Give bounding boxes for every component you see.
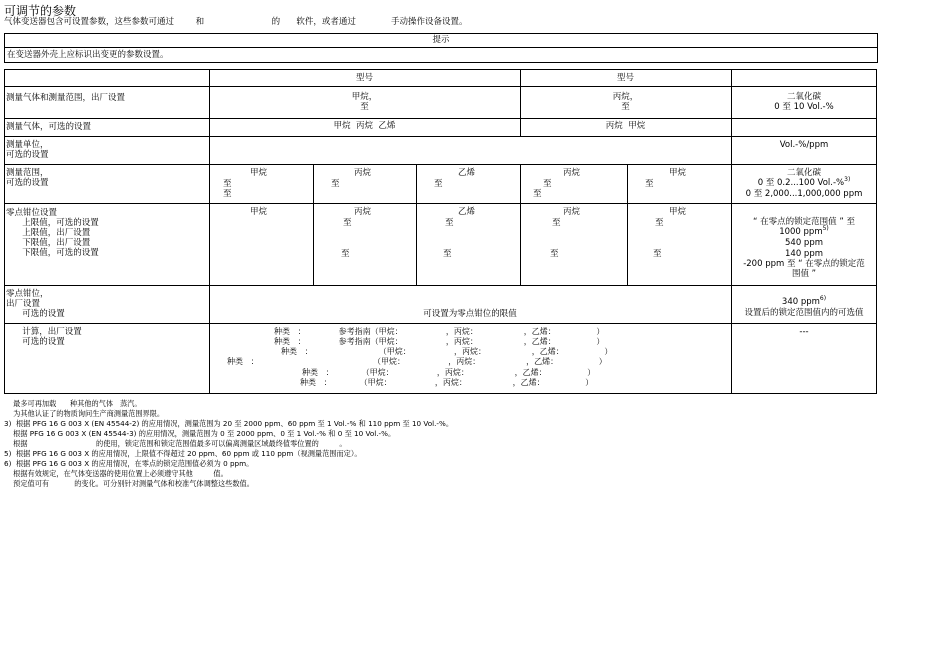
- footnote: 为其他认证了的物质询问生产商测量范围界限。: [4, 409, 165, 418]
- zero-clamp-co2-d: 140 ppm: [785, 249, 823, 259]
- col-divider: [313, 164, 314, 285]
- range-optional-col-5: 甲烷: [669, 168, 687, 178]
- intro-text: 气体变送器包含可设置参数，这些参数可通过 和 的 软件，或者通过 手动操作设备设置。: [4, 17, 468, 27]
- zero-clamp-col-2: 丙烷: [354, 207, 372, 217]
- range-optional-to: 至: [543, 179, 552, 189]
- notice-text: 在变送器外壳上应标识出变更的参数设置。: [7, 50, 169, 60]
- footnote: 根据 的使用，锁定范围和锁定范围值最多可以偏离测量区域最终值零位置的 。: [4, 439, 347, 448]
- row-divider: [4, 203, 877, 204]
- zero-clamp-to: 至: [343, 218, 352, 228]
- row-label-range-optional: 测量范围， 可选的设置: [6, 168, 49, 188]
- range-optional-co2-title: 二氧化碳: [786, 168, 821, 178]
- calc-co2: ---: [799, 327, 809, 337]
- gas-optional-model-b: 丙烷 甲烷: [605, 121, 646, 131]
- footnote: 5) 根据 PFG 16 G 003 X 的应用情况，上限值不得超过 20 ppm、60 ppm 或 110 ppm（视测量范围而定）。: [4, 449, 362, 458]
- zero-clamp-co2-e: -200 ppm 至 “ 在零点的锁定范: [743, 259, 865, 269]
- range-optional-to: 至: [223, 179, 232, 189]
- zero-clamp-col-3: 乙烯: [458, 207, 476, 217]
- range-optional-col-1: 甲烷: [250, 168, 268, 178]
- range-optional-to: 至: [223, 189, 232, 199]
- row-label-calc: 计算，出厂设置 可选的设置: [22, 327, 82, 347]
- zero-clamp-to: 至: [552, 218, 561, 228]
- calc-line-3: 种类 ： （甲烷： ，丙烷： ，乙烯： ）: [281, 347, 613, 356]
- calc-line-5: 种类 ： （甲烷： ，丙烷： ，乙烯： ）: [302, 368, 596, 377]
- row-divider: [4, 323, 877, 324]
- col-divider: [627, 164, 628, 285]
- calc-line-1: 种类 ： 参考指南（甲烷： ，丙烷： ，乙烯： ）: [274, 327, 605, 336]
- zero-clamp-to: 至: [341, 249, 350, 259]
- header-model-a: 型号: [355, 73, 373, 83]
- zero-clamp-to: 至: [445, 218, 454, 228]
- row-label-gas-optional: 测量气体，可选的设置: [6, 122, 92, 132]
- calc-line-6: 种类 ： （甲烷： ，丙烷： ，乙烯： ）: [300, 378, 594, 387]
- footnote: 预定值可有 的变化。可分别针对测量气体和校准气体调整这些数值。: [4, 479, 254, 488]
- range-optional-to: 至: [533, 189, 542, 199]
- col-divider: [209, 69, 210, 394]
- footnote: 根据有效规定，在气体变送器的使用位置上必须遵守其他 值。: [4, 469, 228, 478]
- range-optional-to: 至: [645, 179, 654, 189]
- row-divider: [4, 118, 877, 119]
- row-divider: [4, 285, 877, 286]
- zero-clamp-factory-center: 可设置为零点钳位的限值: [423, 309, 517, 319]
- range-factory-co2: 二氧化碳 0 至 10 Vol.-%: [774, 92, 834, 112]
- page-title: 可调节的参数: [4, 4, 77, 18]
- row-label-zero-clamp-factory: 零点钳位， 出厂设置 可选的设置: [6, 289, 65, 319]
- range-optional-to: 至: [434, 179, 443, 189]
- zero-clamp-co2-a: “ 在零点的锁定范围值 ” 至: [753, 217, 855, 227]
- range-optional-col-4: 丙烷: [563, 168, 581, 178]
- zero-clamp-col-5: 甲烷: [669, 207, 687, 217]
- zero-clamp-to: 至: [653, 249, 662, 259]
- range-optional-col-3: 乙烯: [458, 168, 476, 178]
- zero-clamp-col-1: 甲烷: [250, 207, 268, 217]
- zero-clamp-co2-f: 围值 ”: [791, 269, 817, 279]
- range-optional-co2-line2: 0 至 2,000...1,000,000 ppm: [745, 189, 863, 199]
- row-divider: [4, 164, 877, 165]
- zero-clamp-col-4: 丙烷: [563, 207, 581, 217]
- footnote: 最多可再加载 种其他的气体 蒸汽。: [4, 399, 142, 408]
- footnote: 3) 根据 PFG 16 G 003 X (EN 45544-2) 的应用情况，测量范围为 20 至 2000 ppm、60 ppm 至 1 Vol.-% 和 110 ppm 至 10 Vol.-%。: [4, 419, 454, 428]
- range-optional-to: 至: [331, 179, 340, 189]
- notice-heading: 提示: [432, 35, 450, 45]
- zero-clamp-to: 至: [550, 249, 559, 259]
- range-factory-model-a: 甲烷， 至: [351, 92, 378, 112]
- row-label-range-factory: 测量气体和测量范围，出厂设置: [6, 93, 126, 103]
- header-model-b: 型号: [616, 73, 634, 83]
- zero-clamp-to: 至: [443, 249, 452, 259]
- row-divider: [4, 136, 877, 137]
- zero-clamp-co2-c: 540 ppm: [785, 238, 823, 248]
- range-optional-co2-line1: 0 至 0.2...100 Vol.-%$^{3)}$: [757, 176, 851, 188]
- footnote: 6) 根据 PFG 16 G 003 X 的应用情况，在零点的锁定范围值必须为 0 ppm。: [4, 459, 254, 468]
- gas-optional-model-a: 甲烷 丙烷 乙烯: [333, 121, 396, 131]
- notice-divider: [4, 47, 878, 48]
- row-divider: [4, 86, 877, 87]
- row-label-zero-clamp: 零点钳位设置 上限值，可选的设置 上限值，出厂设置 下限值，出厂设置 下限值，可选的设置: [6, 208, 99, 258]
- zero-clamp-factory-co2-b: 设置后的锁定范围值内的可选值: [744, 308, 864, 318]
- zero-clamp-factory-co2-a: 340 ppm$^{6)}$: [781, 295, 827, 307]
- row-label-unit: 测量单位， 可选的设置: [6, 140, 49, 160]
- range-optional-col-2: 丙烷: [354, 168, 372, 178]
- calc-line-2: 种类 ： 参考指南（甲烷： ，丙烷： ，乙烯： ）: [274, 337, 605, 346]
- col-divider: [520, 164, 521, 285]
- col-divider: [416, 164, 417, 285]
- footnote: 根据 PFG 16 G 003 X (EN 45544-3) 的应用情况，测量范围为 0 至 2000 ppm、0 至 1 Vol.-% 和 0 至 10 Vol.-%。: [4, 429, 396, 438]
- zero-clamp-co2-b: 1000 ppm$^{5)}$: [779, 225, 829, 237]
- unit-co2: Vol.-%/ppm: [779, 140, 829, 150]
- calc-line-4: 种类 ： （甲烷： ，丙烷： ，乙烯： ）: [227, 357, 607, 366]
- range-factory-model-b: 丙烷， 至: [612, 92, 639, 112]
- zero-clamp-to: 至: [655, 218, 664, 228]
